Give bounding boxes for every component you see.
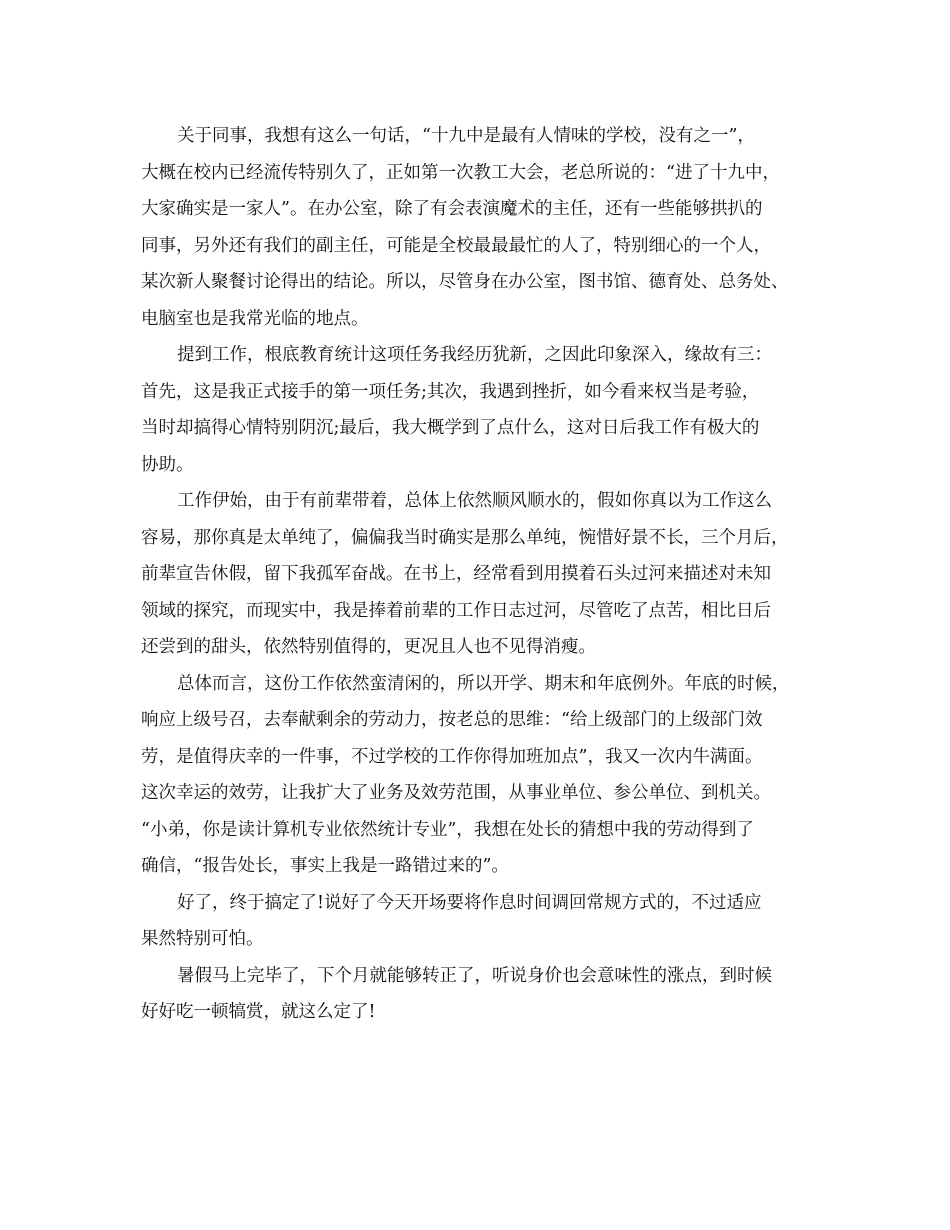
text-line: 暑假马上完毕了，下个月就能够转正了，听说身价也会意味性的涨点，到时候 xyxy=(177,965,772,986)
text-line: 关于同事，我想有这么一句话，“十九中是最有人情味的学校，没有之一”， xyxy=(177,126,755,146)
text-line: 领域的探究，而现实中，我是捧着前辈的工作日志过河，尽管吃了点苦，相比日后 xyxy=(141,600,771,621)
text-line: 总体而言，这份工作依然蛮清闲的，所以开学、期末和年底例外。年底的时候， xyxy=(177,673,790,694)
text-line: 这次幸运的效劳，让我扩大了业务及效劳范围，从事业单位、参公单位、到机关。 xyxy=(141,783,771,803)
text-line: “小弟，你是读计算机专业依然统计专业”，我想在处长的猜想中我的劳动得到了 xyxy=(141,819,754,840)
text-line: 容易，那你真是太单纯了，偏偏我当时确实是那么单纯，惋惜好景不长，三个月后， xyxy=(141,527,789,548)
text-line: 前辈宣告休假，留下我孤军奋战。在书上，经常看到用摸着石头过河来描述对未知 xyxy=(141,564,771,584)
text-line: 某次新人聚餐讨论得出的结论。所以，尽管身在办公室，图书馆、德育处、总务处、 xyxy=(141,272,789,292)
text-line: 果然特别可怕。 xyxy=(141,929,264,949)
text-line: 好好吃一顿犒赏，就这么定了! xyxy=(141,1002,376,1022)
text-line: 当时却搞得心情特别阴沉;最后，我大概学到了点什么，这对日后我工作有极大的 xyxy=(141,418,760,438)
text-line: 好了，终于搞定了!说好了今天开场要将作息时间调回常规方式的，不过适应 xyxy=(177,892,762,913)
text-line: 大家确实是一家人”。在办公室，除了有会表演魔术的主任，还有一些能够拱扒的 xyxy=(141,199,763,219)
text-line: 还尝到的甜头，依然特别值得的，更况且人也不见得消瘦。 xyxy=(141,637,596,657)
text-line: 大概在校内已经流传特别久了，正如第一次教工大会，老总所说的：“进了十九中， xyxy=(141,162,780,183)
text-line: 确信，“报告处长，事实上我是一路错过来的”。 xyxy=(141,856,509,876)
text-line: 协助。 xyxy=(141,454,194,475)
text-line: 同事，另外还有我们的副主任，可能是全校最最最忙的人了，特别细心的一个人， xyxy=(141,235,771,256)
text-line: 提到工作，根底教育统计这项任务我经历犹新，之因此印象深入，缘故有三： xyxy=(177,345,772,365)
text-line: 工作伊始，由于有前辈带着，总体上依然顺风顺水的，假如你真以为工作这么 xyxy=(177,491,772,511)
text-line: 首先，这是我正式接手的第一项任务;其次，我遇到挫折，如今看来权当是考验， xyxy=(141,381,760,402)
text-line: 响应上级号召，去奉献剩余的劳动力，按老总的思维：“给上级部门的上级部门效 xyxy=(141,710,763,730)
text-line: 劳，是值得庆幸的一件事，不过学校的工作你得加班加点”，我又一次内牛满面。 xyxy=(141,746,763,767)
text-line: 电脑室也是我常光临的地点。 xyxy=(141,308,369,329)
document-body xyxy=(141,118,841,1031)
